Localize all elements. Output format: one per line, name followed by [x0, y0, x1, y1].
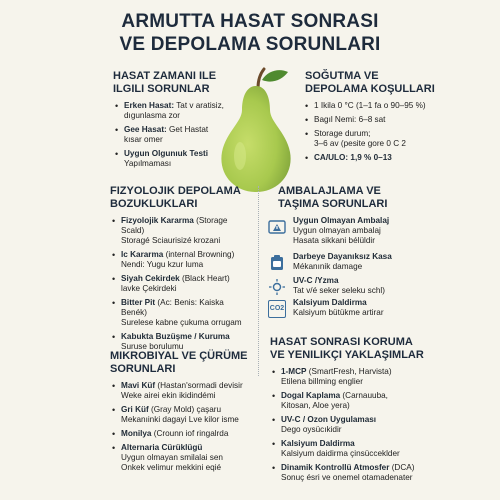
- list-item: • Mavi Küf (Hastan'sormadi devisir Weke airei ekin ikidindémi: [112, 381, 257, 401]
- box-damage-icon: [268, 254, 286, 272]
- micro-heading: MIKROBIYAL VE ÇÜRÜME SORUNLARI: [110, 350, 248, 375]
- packaging-item: UV-C /Yzma Tat v/é seker seleku schl): [268, 276, 385, 296]
- list-item: • Alternaria Cürüklügü Uygun olmayan smilalai sen Onkek velimur mekkini eqié: [112, 443, 257, 473]
- cooling-heading: SOĞUTMA VE DEPOLAMA KOŞULLARI: [305, 70, 435, 95]
- list-item: • CA/ULO: 1,9 % 0–13: [305, 153, 455, 163]
- list-item: • Bitter Pit (Ac: Benis: Kaiska Benék) Surelese kabne çukuma orrugam: [112, 298, 252, 328]
- list-item: • Gri Küf (Gray Mold) çaşaru Mekanıinki dagayi Lve kilor isme: [112, 405, 257, 425]
- list-item: • Dinamik Kontrollü Atmosfer (DCA) Sonuç ésri ve onemel otamadenater: [272, 463, 452, 483]
- list-item: • Kabukta Buzüşme / Kuruma Suruse borulumu: [112, 332, 252, 352]
- pear-illustration: [212, 66, 300, 196]
- list-item: • Uygun Olgunıuk Testi Yapılmaması: [115, 149, 225, 169]
- list-item: • Monilya (Crounn iof ringalrda: [112, 429, 257, 439]
- list-item: • Erken Hasat: Tat v aratisiz, dıgunlasma zor: [115, 101, 225, 121]
- list-item: • Storage durum; 3–6 av (pesite gore 0 C 2: [305, 129, 455, 149]
- list-item: • 1 Ikila 0 °C (1–1 fa o 90–95 %): [305, 101, 455, 111]
- sun-icon: [268, 278, 286, 296]
- list-item: • 1-MCP (SmartFresh, Harvista) Etilena billming englier: [272, 367, 452, 387]
- micro-list: [112, 381, 257, 477]
- title-line-1: ARMUTTA HASAT SONRASI: [121, 11, 379, 32]
- page-title: [0, 10, 500, 56]
- pear-leaf: [262, 70, 288, 82]
- postharvest-list: [272, 367, 452, 487]
- column-divider: [258, 186, 259, 376]
- physio-heading: FIZYOLOJIK DEPOLAMA BOZUKLUKLARI: [110, 185, 241, 210]
- list-item: • Ic Kararma (internal Browning) Nendi: Yugu kzur luma: [112, 250, 252, 270]
- packaging-item: CO2 Kalsiyum Daldirma Kalsiyum bütükme artirar: [269, 298, 384, 317]
- harvest-heading: HASAT ZAMANI ILE ILGILI SORUNLAR: [113, 70, 217, 95]
- packaging-heading: AMBALAJLAMA VE TAŞIMA SORUNLARI: [278, 185, 388, 210]
- package-warning-icon: [268, 218, 286, 236]
- packaging-item: Darbeye Dayanıksız Kasa Mékanınik damage: [268, 252, 392, 272]
- list-item: • Bagıl Nemi: 6–8 sat: [305, 115, 455, 125]
- pear-body: [221, 86, 290, 192]
- co2-icon: CO2: [268, 300, 286, 318]
- list-item: • Dogal Kaplama (Carnauuba, Kitosan, Aloe yera): [272, 391, 452, 411]
- postharvest-heading: HASAT SONRASI KORUMA VE YENILIKÇI YAKLAŞIMLAR: [270, 336, 424, 361]
- title-line-2: VE DEPOLAMA SORUNLARI: [119, 34, 381, 55]
- cooling-list: [305, 101, 455, 167]
- list-item: • Fizyolojik Kararma (Storage Scald) Storagé Sciaurisizé krozani: [112, 216, 252, 246]
- harvest-list: [115, 101, 225, 173]
- list-item: • Gee Hasat: Get Hastat kısar omer: [115, 125, 225, 145]
- list-item: • Siyah Cekirdek (Black Heart) lavke Çekirdeki: [112, 274, 252, 294]
- list-item: • Kalsiyum Daldirma Kalsiyum daidirma çinsücceklder: [272, 439, 452, 459]
- packaging-item: Uygun Olmayan Ambalaj Uygun olmayan ambalaj Hasata sikkani bélüldir: [268, 216, 389, 246]
- list-item: • UV-C / Ozon Uygulaması Dego oysücıkidir: [272, 415, 452, 435]
- physio-list: [112, 216, 252, 356]
